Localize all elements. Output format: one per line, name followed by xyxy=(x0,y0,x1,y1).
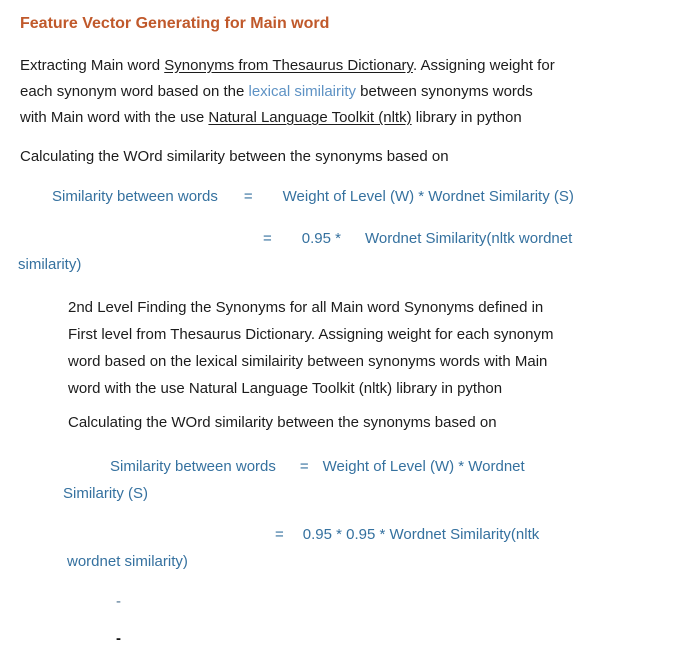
formula-continuation: similarity) xyxy=(18,256,82,273)
highlighted-text: lexical similairity xyxy=(248,83,356,100)
paragraph-intro xyxy=(0,53,689,131)
formula-rhs: Weight of Level (W) * Wordnet Similarity (S) xyxy=(282,188,574,205)
formula-level1-line2 xyxy=(0,226,689,252)
equals-sign: = xyxy=(275,526,284,543)
paragraph-calculating-level1: Calculating the WOrd similarity between the synonyms based on xyxy=(20,148,449,165)
equals-sign: = xyxy=(243,188,253,205)
equals-sign: = xyxy=(299,458,309,475)
formula-lhs: Similarity between words xyxy=(52,188,218,205)
formula-level2-line3 xyxy=(0,521,689,548)
text-line xyxy=(0,53,689,79)
text-line: word with the use Natural Language Toolkit (nltk) library in python xyxy=(68,380,503,397)
plain-text: library in python xyxy=(411,109,522,126)
plain-text: Extracting Main word xyxy=(20,57,165,74)
text-line: 2nd Level Finding the Synonyms for all Main word Synonyms defined in xyxy=(68,299,544,316)
paragraph-second-level xyxy=(0,294,689,402)
plain-text: each synonym word based on the xyxy=(20,83,249,100)
formula-level1-line1 xyxy=(0,184,689,210)
formula-level2-line2 xyxy=(0,480,689,507)
equals-sign: = xyxy=(263,230,272,247)
formula-weight-value: 0.95 * xyxy=(301,230,341,247)
formula-rhs: Weight of Level (W) * Wordnet xyxy=(322,458,525,475)
formula-level2-line1 xyxy=(0,453,689,480)
plain-text: with Main word with the use xyxy=(20,109,209,126)
underlined-text: Natural Language Toolkit (nltk) xyxy=(208,109,412,126)
text-line xyxy=(0,79,689,105)
formula-rhs: 0.95 * 0.95 * Wordnet Similarity(nltk xyxy=(302,526,540,543)
formula-rhs: Wordnet Similarity(nltk wordnet xyxy=(364,230,573,247)
document-title: Feature Vector Generating for Main word xyxy=(20,15,330,32)
formula-level2-line4 xyxy=(0,548,689,575)
formula-continuation: Similarity (S) xyxy=(63,485,148,502)
plain-text: . Assigning weight for xyxy=(412,57,555,74)
text-line: word based on the lexical similairity between synonyms words with Main xyxy=(68,353,548,370)
formula-lhs: Similarity between words xyxy=(110,458,276,475)
document-page xyxy=(0,13,689,648)
underlined-text: Synonyms from Thesaurus Dictionary xyxy=(164,57,413,74)
formula-level1-line3 xyxy=(0,252,689,278)
plain-text: between synonyms words xyxy=(356,83,533,100)
dash-bullet-2: - xyxy=(116,630,121,647)
dash-bullet-1: - xyxy=(116,593,121,610)
text-line: First level from Thesaurus Dictionary. Assigning weight for each synonym xyxy=(68,326,554,343)
paragraph-calculating-level2: Calculating the WOrd similarity between the synonyms based on xyxy=(68,414,497,431)
text-line xyxy=(0,105,689,131)
formula-continuation: wordnet similarity) xyxy=(67,553,188,570)
